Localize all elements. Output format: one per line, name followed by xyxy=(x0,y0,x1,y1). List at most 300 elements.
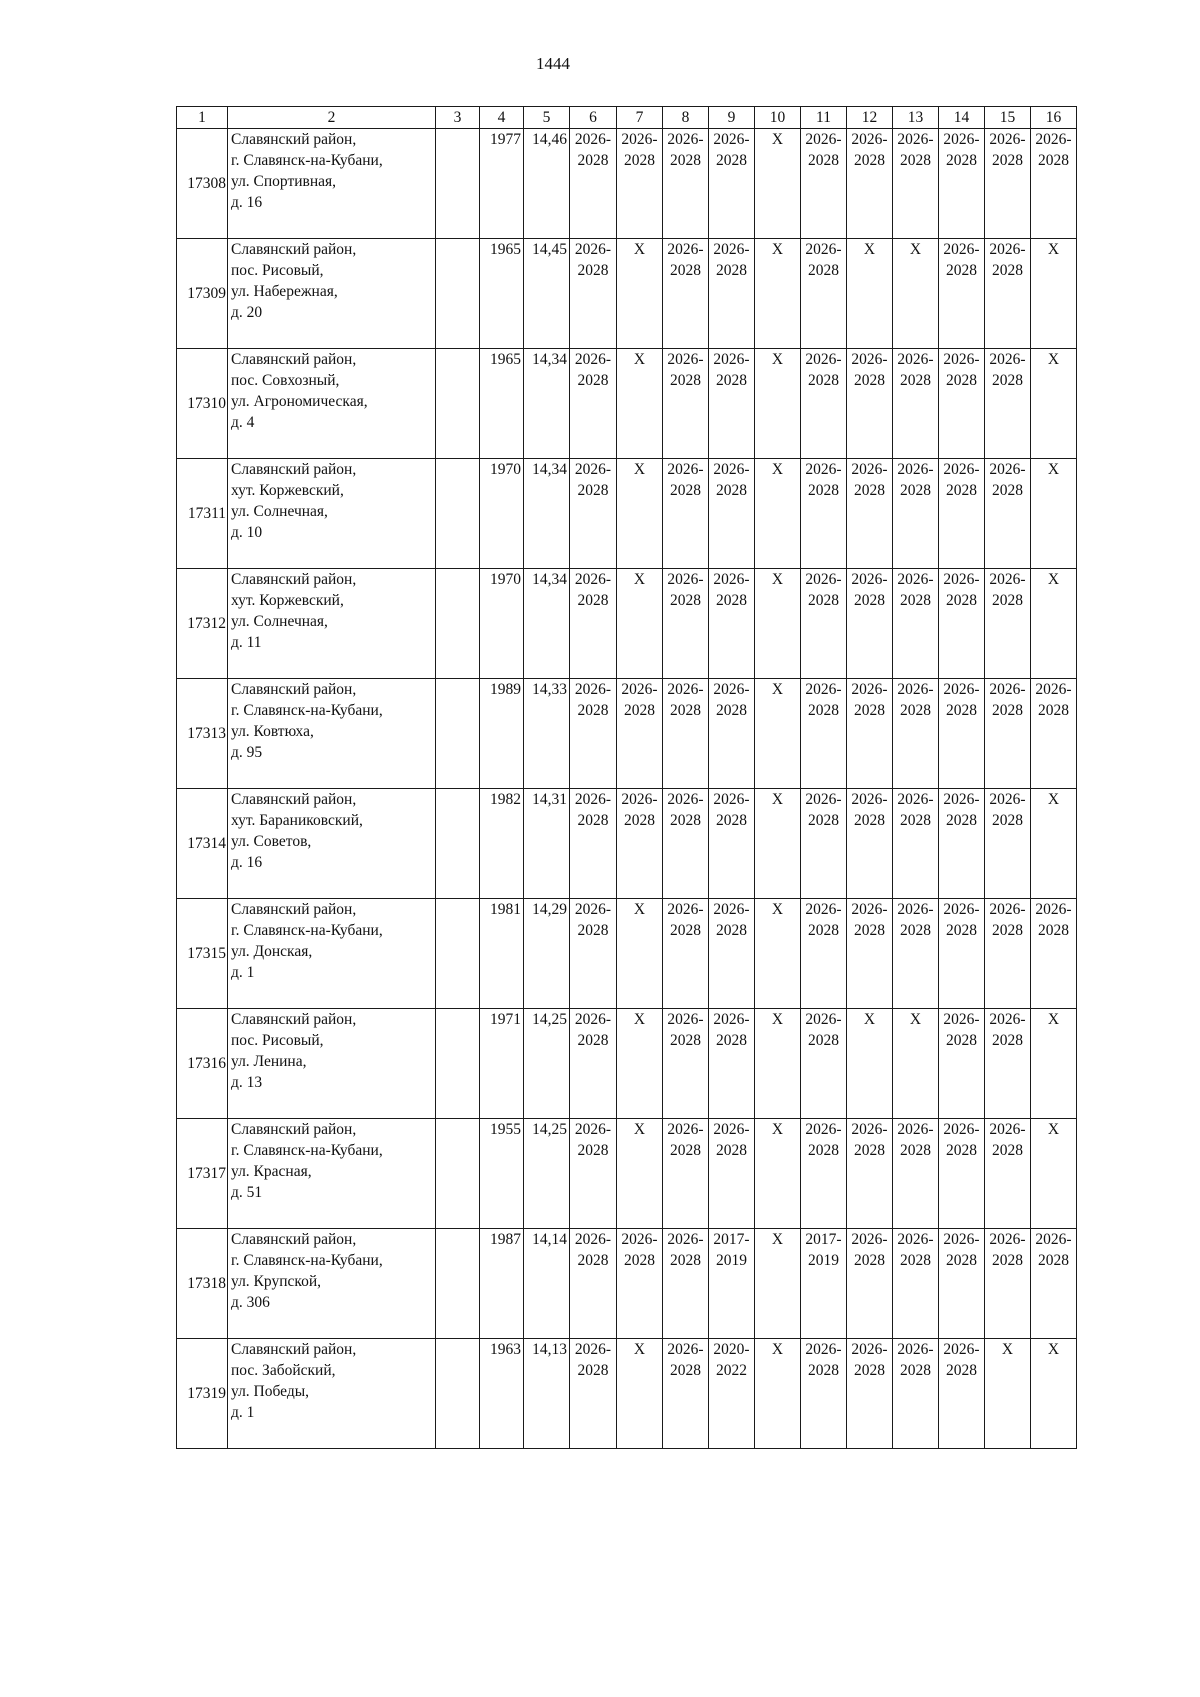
address-line: ул. Спортивная, xyxy=(231,173,337,190)
address-cell xyxy=(228,1119,436,1229)
row-number: 17310 xyxy=(177,349,228,459)
period-text: 2026- xyxy=(1035,901,1072,918)
period-text: 2028 xyxy=(670,922,701,939)
period-text: 2026- xyxy=(989,791,1026,808)
period-cell-col-7 xyxy=(617,899,663,1009)
period-text: 2026- xyxy=(574,131,612,148)
year-cell: 1989 xyxy=(480,679,524,789)
period-cell-col-6 xyxy=(570,349,617,459)
period-cell-col-12 xyxy=(847,349,893,459)
address-line: г. Славянск-на-Кубани, xyxy=(231,922,383,939)
column-3-cell xyxy=(436,1229,480,1339)
period-text: 2017- xyxy=(805,1231,842,1248)
period-text: 2028 xyxy=(992,592,1023,609)
period-cell-col-15 xyxy=(985,1119,1031,1229)
period-cell-col-10 xyxy=(755,789,801,899)
period-text: 2028 xyxy=(1038,152,1069,169)
column-3-cell xyxy=(436,1119,480,1229)
period-cell-col-7 xyxy=(617,569,663,679)
address-line: ул. Победы, xyxy=(231,1383,310,1400)
period-cell-col-8 xyxy=(663,1009,709,1119)
period-text: 2028 xyxy=(670,262,701,279)
period-cell-col-8 xyxy=(663,239,709,349)
table-row xyxy=(177,679,1077,789)
period-text: 2028 xyxy=(946,812,977,829)
period-cell-col-14 xyxy=(939,1119,985,1229)
period-text: 2026- xyxy=(805,571,842,588)
period-cell-col-7 xyxy=(617,1009,663,1119)
address-line: г. Славянск-на-Кубани, xyxy=(231,1142,383,1159)
address-line: ул. Красная, xyxy=(231,1163,312,1180)
period-cell-col-12 xyxy=(847,239,893,349)
period-cell-col-15 xyxy=(985,1229,1031,1339)
period-cell-col-10 xyxy=(755,1119,801,1229)
address-line: Славянский район, xyxy=(231,1341,357,1358)
period-cell-col-10 xyxy=(755,679,801,789)
period-cell-col-15 xyxy=(985,899,1031,1009)
period-cell-col-12 xyxy=(847,1119,893,1229)
period-cell-col-8 xyxy=(663,1339,709,1449)
column-header-6: 6 xyxy=(570,107,617,129)
period-cell-col-14 xyxy=(939,1339,985,1449)
period-text: 2028 xyxy=(808,1142,839,1159)
address-line: Славянский район, xyxy=(231,351,357,368)
period-cell-col-14 xyxy=(939,349,985,459)
period-text: 2026- xyxy=(989,1231,1026,1248)
period-text: 2028 xyxy=(1038,922,1069,939)
period-text: 2028 xyxy=(670,702,701,719)
period-text: X xyxy=(771,791,784,808)
period-text: 2026- xyxy=(805,351,842,368)
table-row xyxy=(177,349,1077,459)
period-cell-col-6 xyxy=(570,569,617,679)
period-text: 2026- xyxy=(989,1011,1026,1028)
period-text: 2028 xyxy=(992,1032,1023,1049)
period-cell-col-12 xyxy=(847,899,893,1009)
period-text: 2028 xyxy=(900,592,931,609)
period-text: X xyxy=(1047,351,1060,368)
period-text: 2028 xyxy=(670,1032,701,1049)
period-text: X xyxy=(863,1011,876,1028)
period-text: 2028 xyxy=(992,702,1023,719)
period-text: 2028 xyxy=(577,1362,609,1379)
period-cell-col-11 xyxy=(801,899,847,1009)
period-cell-col-6 xyxy=(570,899,617,1009)
table-row xyxy=(177,1339,1077,1449)
period-cell-col-8 xyxy=(663,1119,709,1229)
period-text: 2026- xyxy=(805,241,842,258)
period-text: 2028 xyxy=(808,592,839,609)
column-header-13: 13 xyxy=(893,107,939,129)
row-number: 17316 xyxy=(177,1009,228,1119)
period-cell-col-13 xyxy=(893,1339,939,1449)
address-line: ул. Солнечная, xyxy=(231,503,328,520)
period-text: 2026- xyxy=(897,131,934,148)
period-cell-col-11 xyxy=(801,679,847,789)
address-line: д. 11 xyxy=(231,634,262,651)
period-text: 2028 xyxy=(946,1142,977,1159)
period-cell-col-8 xyxy=(663,129,709,239)
column-header-12: 12 xyxy=(847,107,893,129)
period-text: 2028 xyxy=(577,812,609,829)
period-text: 2028 xyxy=(900,812,931,829)
period-cell-col-7 xyxy=(617,1229,663,1339)
address-line: д. 20 xyxy=(231,304,263,321)
period-cell-col-10 xyxy=(755,1229,801,1339)
period-text: 2028 xyxy=(624,812,655,829)
period-text: 2028 xyxy=(946,702,977,719)
period-cell-col-13 xyxy=(893,569,939,679)
address-line: Славянский район, xyxy=(231,241,357,258)
period-cell-col-15 xyxy=(985,239,1031,349)
period-cell-col-16 xyxy=(1031,459,1077,569)
column-header-10: 10 xyxy=(755,107,801,129)
column-header-5: 5 xyxy=(524,107,570,129)
period-text: 2028 xyxy=(854,702,885,719)
period-cell-col-16 xyxy=(1031,569,1077,679)
period-text: 2026- xyxy=(667,681,704,698)
period-text: 2026- xyxy=(989,351,1026,368)
period-cell-col-8 xyxy=(663,899,709,1009)
period-cell-col-15 xyxy=(985,679,1031,789)
column-header-4: 4 xyxy=(480,107,524,129)
period-text: 2028 xyxy=(577,372,609,389)
period-text: 2026- xyxy=(667,1341,704,1358)
period-text: X xyxy=(863,241,876,258)
period-text: 2028 xyxy=(716,592,747,609)
period-cell-col-6 xyxy=(570,679,617,789)
address-line: ул. Крупской, xyxy=(231,1273,322,1290)
period-text: 2026- xyxy=(851,901,888,918)
area-cell: 14,45 xyxy=(524,239,570,349)
period-text: 2026- xyxy=(574,1011,612,1028)
period-text: 2026- xyxy=(621,681,658,698)
address-cell xyxy=(228,679,436,789)
address-line: пос. Совхозный, xyxy=(231,372,340,389)
period-text: 2028 xyxy=(670,592,701,609)
period-text: 2017- xyxy=(713,1231,750,1248)
column-3-cell xyxy=(436,349,480,459)
period-text: 2028 xyxy=(716,1142,747,1159)
period-text: 2028 xyxy=(577,152,609,169)
area-cell: 14,33 xyxy=(524,679,570,789)
period-text: 2026- xyxy=(805,901,842,918)
address-line: д. 95 xyxy=(231,744,263,761)
period-text: 2028 xyxy=(808,1362,839,1379)
period-text: 2026- xyxy=(805,681,842,698)
period-text: 2028 xyxy=(624,152,655,169)
column-header-14: 14 xyxy=(939,107,985,129)
period-text: 2028 xyxy=(854,1362,885,1379)
period-cell-col-9 xyxy=(709,1009,755,1119)
area-cell: 14,25 xyxy=(524,1009,570,1119)
period-text: 2028 xyxy=(854,372,885,389)
period-text: 2026- xyxy=(851,791,888,808)
period-cell-col-13 xyxy=(893,459,939,569)
address-line: г. Славянск-на-Кубани, xyxy=(231,702,383,719)
period-text: 2026- xyxy=(574,1341,612,1358)
period-text: 2028 xyxy=(900,152,931,169)
period-text: 2026- xyxy=(805,461,842,478)
period-text: 2028 xyxy=(577,1032,609,1049)
period-text: 2028 xyxy=(577,702,609,719)
address-line: ул. Агрономическая, xyxy=(231,393,368,410)
period-cell-col-6 xyxy=(570,1339,617,1449)
period-text: 2028 xyxy=(900,922,931,939)
period-cell-col-11 xyxy=(801,239,847,349)
period-cell-col-10 xyxy=(755,239,801,349)
year-cell: 1955 xyxy=(480,1119,524,1229)
period-text: 2026- xyxy=(851,1121,888,1138)
period-text: 2026- xyxy=(574,241,612,258)
period-text: 2026- xyxy=(897,571,934,588)
period-text: 2026- xyxy=(989,1121,1026,1138)
period-text: 2028 xyxy=(716,262,747,279)
column-header-8: 8 xyxy=(663,107,709,129)
period-text: 2028 xyxy=(716,922,747,939)
period-text: 2026- xyxy=(667,351,704,368)
period-text: X xyxy=(771,351,784,368)
period-cell-col-14 xyxy=(939,899,985,1009)
period-text: 2026- xyxy=(574,1231,612,1248)
period-cell-col-6 xyxy=(570,129,617,239)
period-text: 2026- xyxy=(897,901,934,918)
period-cell-col-13 xyxy=(893,789,939,899)
period-text: 2028 xyxy=(992,262,1023,279)
period-text: 2028 xyxy=(992,812,1023,829)
period-text: 2026- xyxy=(943,131,980,148)
period-cell-col-7 xyxy=(617,239,663,349)
period-text: 2028 xyxy=(854,592,885,609)
area-cell: 14,46 xyxy=(524,129,570,239)
address-line: хут. Коржевский, xyxy=(231,592,344,609)
row-number: 17318 xyxy=(177,1229,228,1339)
period-text: 2026- xyxy=(713,131,750,148)
area-cell: 14,34 xyxy=(524,569,570,679)
address-line: д. 13 xyxy=(231,1074,263,1091)
period-cell-col-14 xyxy=(939,239,985,349)
period-text: X xyxy=(633,1121,646,1138)
period-cell-col-13 xyxy=(893,899,939,1009)
period-text: 2026- xyxy=(943,791,980,808)
period-text: 2028 xyxy=(946,1252,977,1269)
period-cell-col-10 xyxy=(755,569,801,679)
column-header-11: 11 xyxy=(801,107,847,129)
column-3-cell xyxy=(436,789,480,899)
period-cell-col-8 xyxy=(663,679,709,789)
period-cell-col-10 xyxy=(755,349,801,459)
address-line: хут. Бараниковский, xyxy=(231,812,363,829)
period-cell-col-8 xyxy=(663,569,709,679)
period-text: 2028 xyxy=(670,1362,701,1379)
period-text: 2026- xyxy=(574,791,612,808)
table-row xyxy=(177,129,1077,239)
address-cell xyxy=(228,569,436,679)
period-cell-col-11 xyxy=(801,349,847,459)
period-text: 2028 xyxy=(808,372,839,389)
period-text: 2028 xyxy=(808,262,839,279)
period-text: 2026- xyxy=(667,131,704,148)
period-cell-col-13 xyxy=(893,1229,939,1339)
column-header-3: 3 xyxy=(436,107,480,129)
period-text: X xyxy=(633,241,646,258)
period-text: 2026- xyxy=(897,681,934,698)
address-line: д. 51 xyxy=(231,1184,263,1201)
period-text: 2026- xyxy=(989,901,1026,918)
period-cell-col-14 xyxy=(939,569,985,679)
period-cell-col-16 xyxy=(1031,1339,1077,1449)
period-text: 2026- xyxy=(713,1011,750,1028)
period-text: 2026- xyxy=(805,791,842,808)
period-text: 2028 xyxy=(1038,1252,1069,1269)
period-text: 2028 xyxy=(808,152,839,169)
period-cell-col-14 xyxy=(939,129,985,239)
period-cell-col-15 xyxy=(985,129,1031,239)
header-row xyxy=(177,107,1077,129)
period-text: 2026- xyxy=(805,1121,842,1138)
period-text: 2028 xyxy=(716,702,747,719)
period-text: X xyxy=(633,461,646,478)
period-text: 2028 xyxy=(624,1252,655,1269)
period-text: X xyxy=(909,1011,922,1028)
period-text: 2026- xyxy=(943,241,980,258)
period-text: 2028 xyxy=(854,922,885,939)
period-cell-col-10 xyxy=(755,129,801,239)
period-cell-col-13 xyxy=(893,1119,939,1229)
period-text: 2028 xyxy=(992,482,1023,499)
period-text: 2026- xyxy=(574,351,612,368)
period-cell-col-16 xyxy=(1031,899,1077,1009)
period-text: 2026- xyxy=(989,681,1026,698)
address-line: Славянский район, xyxy=(231,571,357,588)
address-line: Славянский район, xyxy=(231,461,357,478)
period-text: 2019 xyxy=(808,1252,839,1269)
period-text: 2026- xyxy=(667,791,704,808)
period-text: 2028 xyxy=(992,1142,1023,1159)
address-line: г. Славянск-на-Кубани, xyxy=(231,152,383,169)
year-cell: 1970 xyxy=(480,459,524,569)
period-cell-col-16 xyxy=(1031,239,1077,349)
period-text: 2026- xyxy=(989,131,1026,148)
period-text: 2028 xyxy=(900,1252,931,1269)
period-text: 2028 xyxy=(946,1362,977,1379)
period-text: 2026- xyxy=(713,901,750,918)
period-text: 2028 xyxy=(577,1142,609,1159)
period-cell-col-12 xyxy=(847,129,893,239)
column-3-cell xyxy=(436,899,480,1009)
period-cell-col-6 xyxy=(570,459,617,569)
period-text: 2028 xyxy=(946,1032,977,1049)
column-3-cell xyxy=(436,1339,480,1449)
address-line: пос. Рисовый, xyxy=(231,1032,324,1049)
period-text: X xyxy=(633,1341,646,1358)
period-text: 2026- xyxy=(713,351,750,368)
period-cell-col-13 xyxy=(893,1009,939,1119)
period-text: X xyxy=(771,241,784,258)
period-cell-col-14 xyxy=(939,1009,985,1119)
period-text: X xyxy=(771,571,784,588)
period-cell-col-8 xyxy=(663,789,709,899)
period-cell-col-9 xyxy=(709,239,755,349)
address-line: пос. Рисовый, xyxy=(231,262,324,279)
period-text: 2026- xyxy=(1035,1231,1072,1248)
year-cell: 1977 xyxy=(480,129,524,239)
period-text: 2026- xyxy=(713,791,750,808)
period-text: X xyxy=(771,131,784,148)
area-cell: 14,25 xyxy=(524,1119,570,1229)
period-cell-col-7 xyxy=(617,349,663,459)
period-text: 2028 xyxy=(854,1142,885,1159)
period-cell-col-8 xyxy=(663,459,709,569)
period-text: 2028 xyxy=(1038,702,1069,719)
period-text: X xyxy=(633,901,646,918)
year-cell: 1987 xyxy=(480,1229,524,1339)
period-text: 2026- xyxy=(574,681,612,698)
column-3-cell xyxy=(436,459,480,569)
period-cell-col-16 xyxy=(1031,1119,1077,1229)
period-cell-col-16 xyxy=(1031,1009,1077,1119)
period-cell-col-9 xyxy=(709,1119,755,1229)
period-text: 2026- xyxy=(851,571,888,588)
period-text: X xyxy=(1047,791,1060,808)
period-text: X xyxy=(771,1011,784,1028)
period-cell-col-12 xyxy=(847,569,893,679)
period-text: 2028 xyxy=(670,812,701,829)
period-text: 2026- xyxy=(574,1121,612,1138)
year-cell: 1971 xyxy=(480,1009,524,1119)
period-text: 2026- xyxy=(851,131,888,148)
year-cell: 1965 xyxy=(480,349,524,459)
period-text: 2028 xyxy=(808,812,839,829)
period-text: X xyxy=(1001,1341,1014,1358)
period-text: 2026- xyxy=(713,241,750,258)
row-number: 17313 xyxy=(177,679,228,789)
period-text: 2028 xyxy=(946,592,977,609)
address-line: Славянский район, xyxy=(231,791,357,808)
period-text: 2028 xyxy=(946,372,977,389)
year-cell: 1981 xyxy=(480,899,524,1009)
period-text: 2026- xyxy=(851,1341,888,1358)
period-text: 2028 xyxy=(946,262,977,279)
period-text: X xyxy=(633,571,646,588)
table-row xyxy=(177,1009,1077,1119)
period-cell-col-8 xyxy=(663,349,709,459)
row-number: 17312 xyxy=(177,569,228,679)
period-cell-col-11 xyxy=(801,459,847,569)
period-cell-col-16 xyxy=(1031,789,1077,899)
period-text: 2028 xyxy=(992,1252,1023,1269)
period-text: 2026- xyxy=(621,131,658,148)
period-cell-col-10 xyxy=(755,899,801,1009)
period-text: 2028 xyxy=(808,922,839,939)
address-cell xyxy=(228,789,436,899)
address-line: д. 16 xyxy=(231,854,263,871)
period-cell-col-7 xyxy=(617,129,663,239)
period-text: 2028 xyxy=(900,1142,931,1159)
address-line: ул. Советов, xyxy=(231,833,312,850)
period-text: 2026- xyxy=(897,1341,934,1358)
period-cell-col-7 xyxy=(617,1339,663,1449)
address-cell xyxy=(228,1229,436,1339)
period-cell-col-12 xyxy=(847,789,893,899)
period-text: 2022 xyxy=(716,1362,747,1379)
period-cell-col-15 xyxy=(985,1009,1031,1119)
year-cell: 1970 xyxy=(480,569,524,679)
period-cell-col-13 xyxy=(893,239,939,349)
period-text: 2026- xyxy=(1035,131,1072,148)
period-cell-col-11 xyxy=(801,129,847,239)
period-text: X xyxy=(771,681,784,698)
